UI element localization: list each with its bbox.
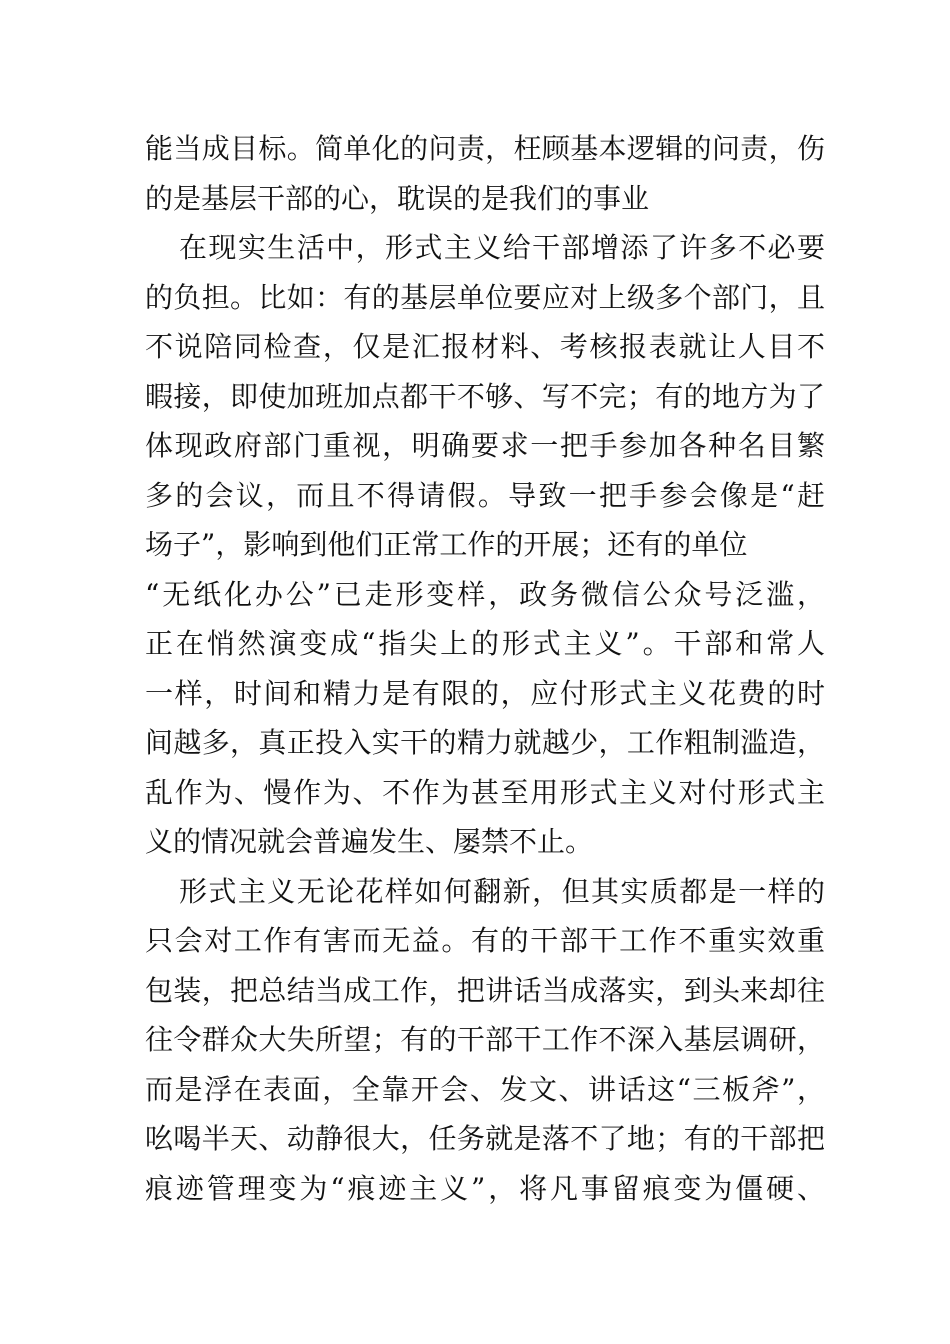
text-line: 的负担。比如：有的基层单位要应对上级多个部门，且 — [145, 280, 825, 314]
text-line: 乱作为、慢作为、不作为甚至用形式主义对付形式主 — [145, 775, 825, 809]
text-line: 暇接，即使加班加点都干不够、写不完；有的地方为了 — [145, 379, 825, 413]
text-line: 吆喝半天、动静很大，任务就是落不了地；有的干部把 — [145, 1122, 825, 1155]
body-text — [145, 124, 825, 1213]
text-line: 的是基层干部的心，耽误的是我们的事业 — [145, 181, 650, 215]
text-line: “无纸化办公”已走形变样，政务微信公众号泛滥， — [145, 577, 825, 611]
paragraph-start-line: 形式主义无论花样如何翻新，但其实质都是一样的 — [179, 874, 825, 908]
text-line: 义的情况就会普遍发生、屡禁不止。 — [145, 825, 594, 858]
text-line: 只会对工作有害而无益。有的干部干工作不重实效重 — [145, 924, 825, 957]
text-line: 痕迹管理变为“痕迹主义”，将凡事留痕变为僵硬、 — [145, 1171, 825, 1205]
text-line: 间越多，真正投入实干的精力就越少，工作粗制滥造， — [145, 726, 825, 759]
text-line: 一样，时间和精力是有限的，应付形式主义花费的时 — [145, 676, 825, 710]
text-line: 不说陪同检查，仅是汇报材料、考核报表就让人目不 — [145, 330, 825, 363]
text-line: 而是浮在表面，全靠开会、发文、讲话这“三板斧”， — [145, 1072, 825, 1106]
text-line: 体现政府部门重视，明确要求一把手参加各种名目繁 — [145, 429, 825, 462]
text-line: 往令群众大失所望；有的干部干工作不深入基层调研， — [145, 1023, 825, 1056]
paragraph-start-line: 在现实生活中，形式主义给干部增添了许多不必要 — [179, 231, 825, 264]
text-line: 场子”，影响到他们正常工作的开展；还有的单位 — [145, 528, 748, 561]
text-line: 能当成目标。简单化的问责，枉顾基本逻辑的问责，伤 — [145, 132, 825, 165]
text-line: 正在悄然演变成“指尖上的形式主义”。干部和常人 — [145, 627, 825, 660]
text-line: 包装，把总结当成工作，把讲话当成落实，到头来却往 — [145, 973, 825, 1007]
text-line: 多的会议，而且不得请假。导致一把手参会像是“赶 — [145, 478, 825, 512]
